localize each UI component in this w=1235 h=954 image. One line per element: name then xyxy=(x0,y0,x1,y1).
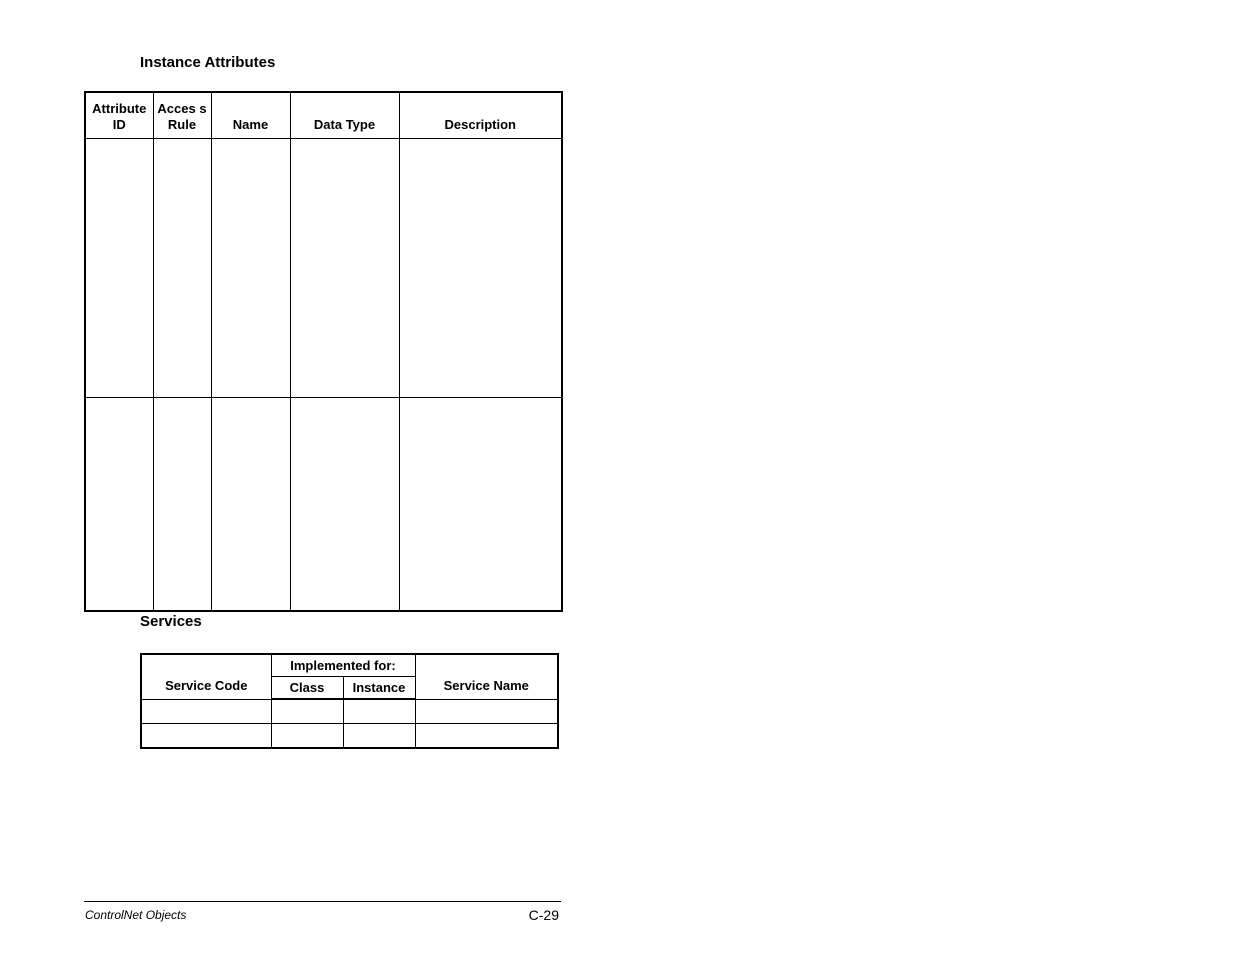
cell-description xyxy=(399,398,562,612)
footer-section-title: ControlNet Objects xyxy=(85,908,187,922)
table-row xyxy=(141,724,558,749)
cell-service-code xyxy=(141,724,271,749)
table-header-row xyxy=(141,654,558,677)
instance-attributes-table xyxy=(84,91,563,612)
header-class: Class xyxy=(271,677,343,700)
cell-access-rule xyxy=(153,139,211,398)
cell-name xyxy=(211,398,290,612)
cell-instance xyxy=(343,724,415,749)
table-row xyxy=(85,139,562,398)
cell-class xyxy=(271,724,343,749)
cell-attribute-id xyxy=(85,398,153,612)
table-header-row xyxy=(85,92,562,139)
header-implemented-for: Implemented for: xyxy=(271,654,415,677)
cell-service-name xyxy=(415,724,558,749)
cell-access-rule xyxy=(153,398,211,612)
page-number: C-29 xyxy=(528,907,559,923)
footer-divider xyxy=(84,901,561,902)
cell-description xyxy=(399,139,562,398)
header-attribute-id: Attribute ID xyxy=(85,92,153,139)
instance-attributes-heading: Instance Attributes xyxy=(140,54,276,71)
cell-data-type xyxy=(290,398,399,612)
header-data-type: Data Type xyxy=(290,92,399,139)
table-row xyxy=(141,699,558,724)
header-service-name: Service Name xyxy=(415,654,558,699)
header-service-code: Service Code xyxy=(141,654,271,699)
services-table xyxy=(140,653,559,749)
cell-class xyxy=(271,699,343,724)
table-row xyxy=(85,398,562,612)
cell-service-name xyxy=(415,699,558,724)
header-name: Name xyxy=(211,92,290,139)
header-access-rule: Acces s Rule xyxy=(153,92,211,139)
services-heading: Services xyxy=(140,613,202,630)
cell-instance xyxy=(343,699,415,724)
cell-name xyxy=(211,139,290,398)
cell-service-code xyxy=(141,699,271,724)
header-instance: Instance xyxy=(343,677,415,700)
cell-attribute-id xyxy=(85,139,153,398)
header-description: Description xyxy=(399,92,562,139)
cell-data-type xyxy=(290,139,399,398)
